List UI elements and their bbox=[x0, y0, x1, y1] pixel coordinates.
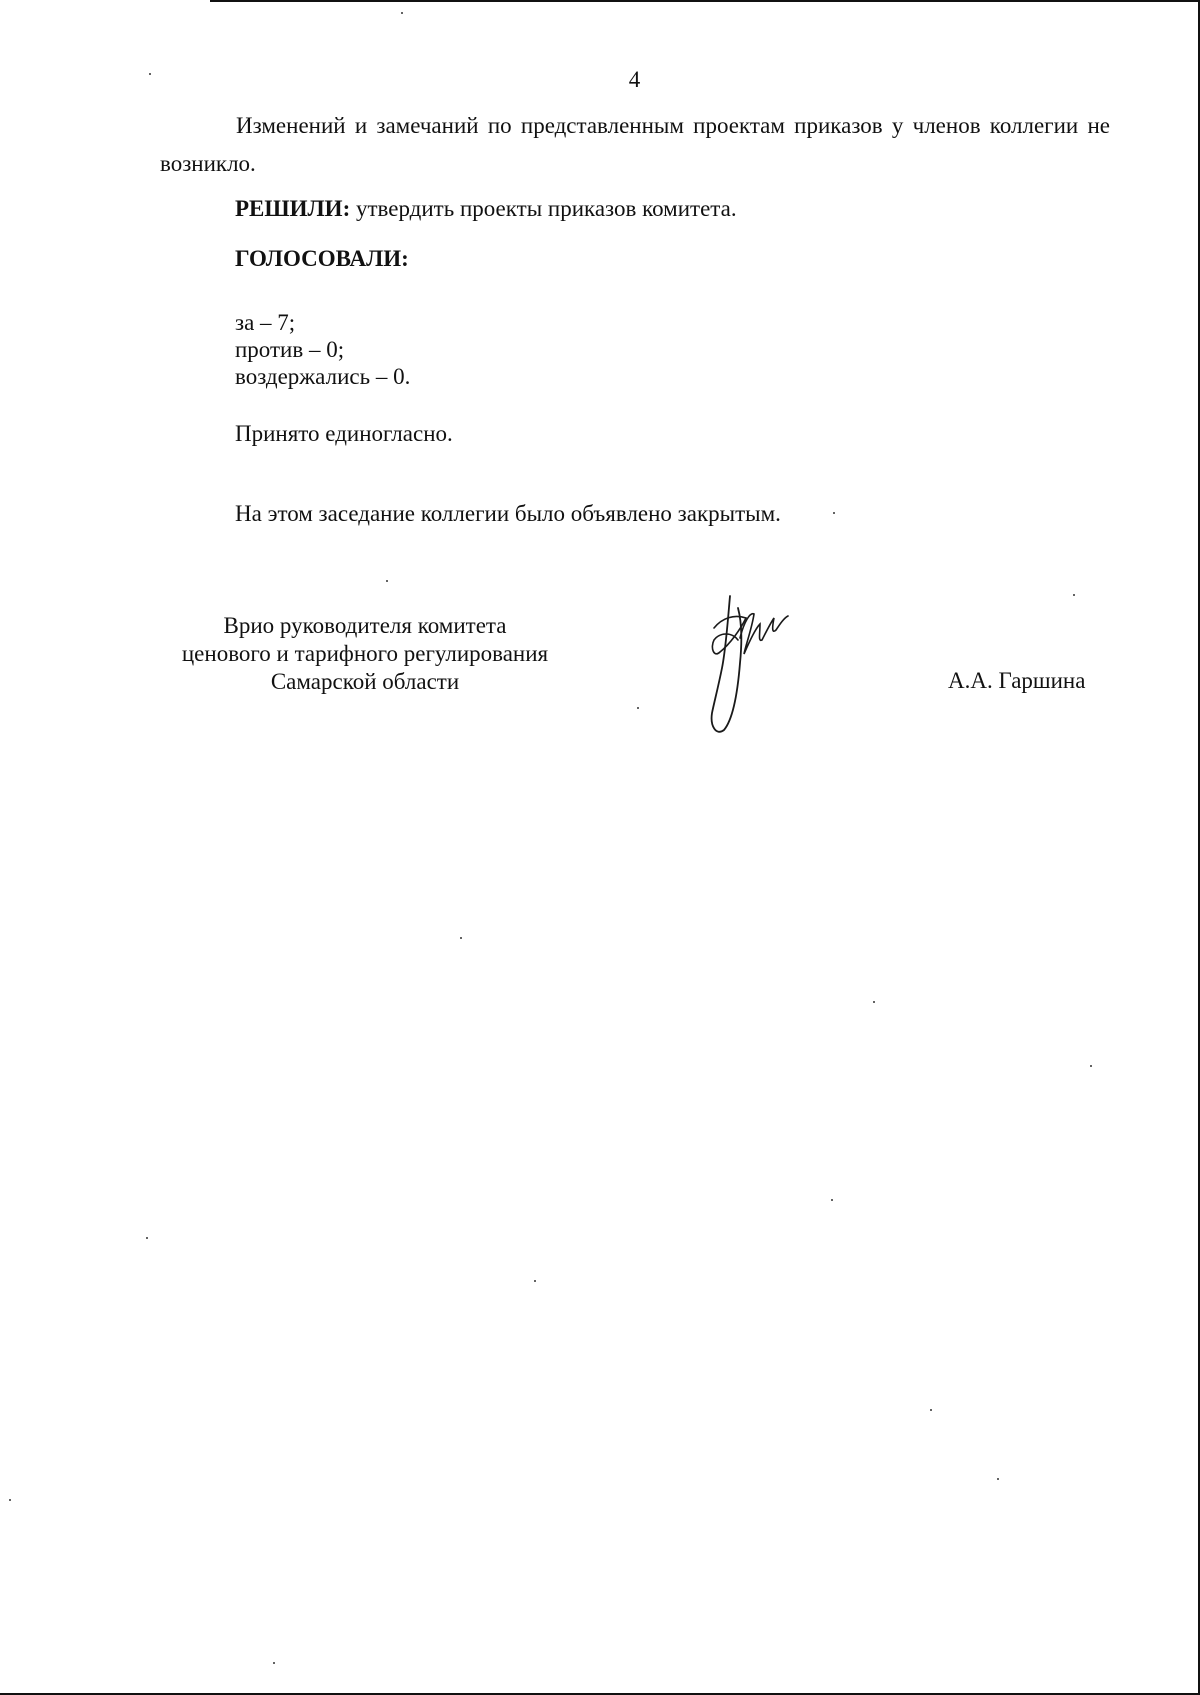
resolved-text: утвердить проекты приказов комитета. bbox=[350, 196, 737, 221]
scan-speck bbox=[273, 1662, 275, 1664]
scan-speck bbox=[401, 12, 403, 14]
position-line: Врио руководителя комитета bbox=[223, 613, 507, 638]
scan-speck bbox=[460, 937, 462, 939]
paragraph-changes: Изменений и замечаний по представленным проектам приказов у членов коллегии не возникло. bbox=[160, 113, 1110, 176]
scan-speck bbox=[1073, 594, 1075, 596]
voted-heading: ГОЛОСОВАЛИ: bbox=[235, 246, 409, 271]
scan-speck bbox=[930, 1409, 932, 1411]
handwritten-signature bbox=[700, 588, 800, 738]
scan-speck bbox=[873, 1001, 875, 1003]
page-border-top bbox=[210, 0, 1200, 2]
scan-speck bbox=[386, 580, 388, 582]
scan-speck bbox=[833, 512, 835, 514]
vote-against: против – 0; bbox=[235, 337, 345, 362]
closing-line: На этом заседание коллегии было объявлено закрытым. bbox=[235, 501, 781, 526]
scan-speck bbox=[146, 1237, 148, 1239]
resolved-label: РЕШИЛИ: bbox=[235, 196, 351, 221]
scan-speck bbox=[637, 707, 639, 709]
unanimous-line: Принято единогласно. bbox=[235, 421, 453, 446]
scan-speck bbox=[534, 1280, 536, 1282]
signatory-position bbox=[150, 612, 580, 696]
scan-speck bbox=[997, 1478, 999, 1480]
position-line: Самарской области bbox=[270, 669, 460, 694]
scan-speck bbox=[831, 1199, 833, 1201]
scan-speck bbox=[9, 1499, 11, 1501]
vote-for: за – 7; bbox=[235, 310, 296, 335]
position-line: ценового и тарифного регулирования bbox=[181, 641, 549, 666]
signatory-name: А.А. Гаршина bbox=[948, 668, 1086, 693]
scan-speck bbox=[1090, 1065, 1092, 1067]
scan-speck bbox=[149, 73, 151, 75]
vote-abstain: воздержались – 0. bbox=[235, 364, 411, 389]
resolved-line bbox=[235, 195, 737, 223]
page-number: 4 bbox=[628, 67, 641, 92]
